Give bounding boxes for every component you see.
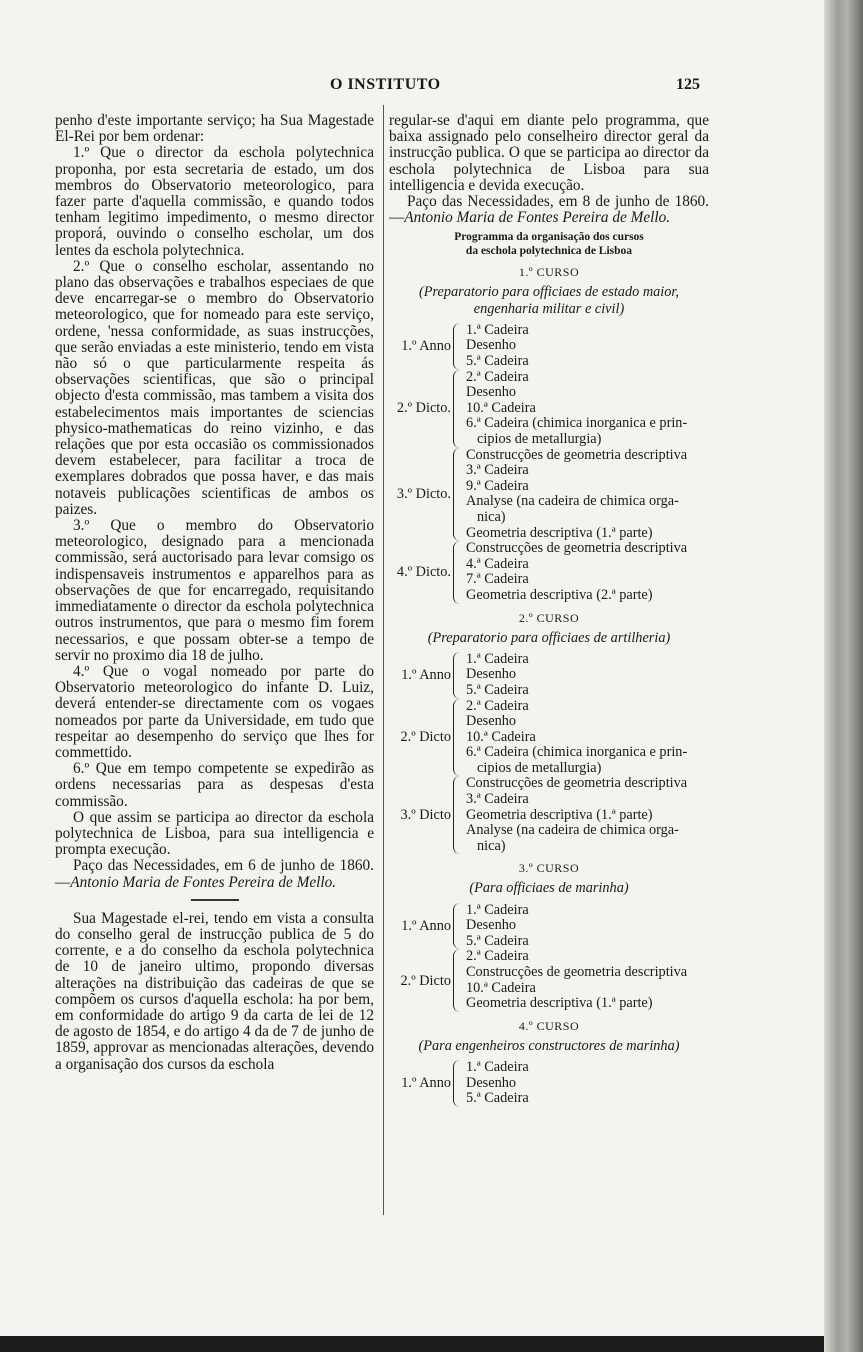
course-subtitle: (Para engenheiros constructores de marinha) (418, 1037, 680, 1054)
course-subtitle: (Preparatorio para officiaes de estado maior, engenharia militar e civil) (419, 284, 679, 317)
subject: Desenho (466, 917, 517, 934)
subject: Desenho (466, 713, 517, 730)
subject-list (466, 652, 709, 699)
subject-list (466, 541, 709, 603)
subject: Analyse (na cadeira de chimica orga- (466, 493, 679, 510)
subject: Construcções de geometria descriptiva (466, 964, 688, 981)
brace (453, 903, 464, 950)
subject: nica) (477, 837, 506, 854)
programme-title-line: Programma da organisação dos cursos (454, 231, 644, 244)
course-subtitle: (Preparatorio para officiaes de artilheria) (427, 629, 671, 646)
subject: 2.ª Cadeira (466, 697, 529, 714)
subject: Analyse (na cadeira de chimica orga- (466, 822, 679, 839)
brace (453, 323, 464, 370)
brace (453, 541, 464, 603)
course-heading: 3.º CURSO (518, 861, 580, 876)
paragraph: O que assim se participa ao director da eschola polytechnica de Lisboa, para sua intelligencia e prompta execução. (55, 808, 374, 859)
year-group (389, 370, 709, 448)
subject: 1.ª Cadeira (466, 321, 529, 338)
left-column (55, 113, 374, 1073)
year-group (389, 448, 709, 542)
subject-list (466, 448, 709, 542)
subject-list (466, 323, 709, 370)
brace (453, 1060, 464, 1107)
subject: 10.ª Cadeira (466, 979, 536, 996)
subject: nica) (477, 508, 506, 525)
year-group (389, 903, 709, 950)
subject-list (466, 699, 709, 777)
decree-paragraph: Sua Magestade el-rei, tendo em vista a consulta do conselho geral de instrucção publica de 5 do corrente, e a do conselho da eschola polytechnica de 10 de janeiro ultimo, propondo diversas alterações na distribuição das cadeiras de que se compõem os cursos d'aquella eschola: ha por bem, em conformidade do artigo 9 da carta de lei de 12 de agosto de 1854, e do artigo 4 da de 7 de junho de 1859, approvar as mencionadas alterações, devendo a organisação dos cursos da eschola (55, 909, 374, 1073)
brace (453, 776, 464, 854)
subject-list (466, 903, 709, 950)
programme-title-line: da eschola polytechnica de Lisboa (465, 245, 633, 258)
programme-title (389, 230, 709, 258)
subject: 1.ª Cadeira (466, 901, 529, 918)
year-label: 2.º Dicto (400, 729, 451, 746)
subject: 6.ª Cadeira (chimica inorganica e prin- (466, 415, 688, 432)
brace (453, 370, 464, 448)
signoff-date: Paço das Necessidades, em 8 de junho de 1860.— (389, 193, 709, 227)
subject-list (466, 1060, 709, 1107)
subject: Construcções de geometria descriptiva (466, 540, 688, 557)
subject: Desenho (466, 666, 517, 683)
brace (453, 448, 464, 542)
signoff-date: Paço das Necessidades, em 6 de junho de 1860.— (55, 857, 374, 891)
year-label: 1.º Anno (401, 917, 451, 934)
subject: 5.ª Cadeira (466, 1090, 529, 1107)
signoff-name: Antonio Maria de Fontes Pereira de Mello. (404, 209, 671, 227)
subject: 4.ª Cadeira (466, 555, 529, 572)
year-group (389, 541, 709, 603)
signoff (55, 858, 374, 890)
brace (453, 699, 464, 777)
brace (453, 652, 464, 699)
course-heading: 2.º CURSO (518, 610, 580, 625)
year-label: 2.º Dicto. (396, 400, 451, 417)
subject: 9.ª Cadeira (466, 477, 529, 494)
subject: 5.ª Cadeira (466, 932, 529, 949)
subject: cipios de metallurgia) (477, 759, 602, 776)
year-group (389, 323, 709, 370)
subject: 1.ª Cadeira (466, 1059, 529, 1075)
subject: 6.ª Cadeira (chimica inorganica e prin- (466, 744, 688, 761)
subject: 7.ª Cadeira (466, 571, 529, 588)
year-label: 3.º Dicto (400, 807, 451, 824)
paragraph: 1.º Que o director da eschola polytechnica proponha, por esta secretaria de estado, um dos membros do Observatorio meteorologico, para fazer parte d'aquella commissão, e quando todos tenham legitimo impedimento, o mesmo director proporá, ouvindo o conselho escholar, um dos lentes da eschola polytechnica. (55, 144, 374, 259)
subject-list (466, 776, 709, 854)
subject: Geometria descriptiva (1.ª parte) (466, 995, 653, 1012)
subject: cipios de metallurgia) (477, 430, 602, 447)
subject: 3.ª Cadeira (466, 791, 529, 808)
page-edge (824, 0, 863, 1352)
paragraph: 4.º Que o vogal nomeado por parte do Observatorio meteorologico do infante D. Luiz, deverá entender-se directamente com os vogaes nomeados por parte da Universidade, em tudo que respeitar ao desempenho do serviço que lhes for commettido. (55, 662, 374, 761)
year-label: 3.º Dicto. (396, 486, 451, 503)
column-divider (383, 105, 384, 1215)
subject: Construcções de geometria descriptiva (466, 446, 688, 463)
course-heading: 1.º CURSO (518, 265, 580, 280)
year-label: 1.º Anno (401, 338, 451, 355)
signoff (389, 194, 709, 226)
subject: Desenho (466, 384, 517, 401)
running-header (0, 76, 840, 98)
signoff-name: Antonio Maria de Fontes Pereira de Mello. (70, 873, 337, 891)
paragraph: 3.º Que o membro do Observatorio meteorologico, designado para a mencionada commissão, será auctorisado para levar comsigo os indispensaveis instrumentos e apparelhos para as observações de que for encarregado, requisitando immediatamente o director da eschola polytechnica outros instrumentos, que para o mesmo fim forem necessarios, e que possam obter-se a tempo de servir no proximo dia 18 de julho. (55, 517, 374, 664)
year-group (389, 776, 709, 854)
right-column (389, 113, 709, 1107)
year-label: 4.º Dicto. (396, 564, 451, 581)
paragraph: regular-se d'aqui em diante pelo programma, que baixa assignado pelo conselheiro director geral da instrucção publica. O que se participa ao director da eschola polytechnica de Lisboa para sua intelligencia e devida execução. (389, 112, 709, 194)
subject: 10.ª Cadeira (466, 728, 536, 745)
subject-list (466, 949, 709, 1011)
subject: 2.ª Cadeira (466, 368, 529, 385)
course-heading: 4.º CURSO (518, 1018, 580, 1033)
year-group (389, 1060, 709, 1107)
course-subtitle: (Para officiaes de marinha) (469, 880, 629, 897)
subject: 10.ª Cadeira (466, 399, 536, 416)
year-group (389, 949, 709, 1011)
year-label: 1.º Anno (401, 667, 451, 683)
subject: Construcções de geometria descriptiva (466, 775, 688, 792)
brace (453, 949, 464, 1011)
year-group (389, 652, 709, 699)
subject: 1.ª Cadeira (466, 650, 529, 667)
subject: Geometria descriptiva (2.ª parte) (466, 586, 653, 603)
subject: Desenho (466, 337, 517, 354)
subject-list (466, 370, 709, 448)
section-separator (191, 899, 239, 901)
page-number: 125 (676, 76, 700, 93)
journal-title: O INSTITUTO (330, 76, 441, 93)
subject: 2.ª Cadeira (466, 948, 529, 965)
paragraph: penho d'este importante serviço; ha Sua Magestade El-Rei por bem ordenar: (55, 112, 374, 146)
subject: 5.ª Cadeira (466, 681, 529, 698)
year-group (389, 699, 709, 777)
year-label: 2.º Dicto (400, 972, 451, 989)
subject: 5.ª Cadeira (466, 353, 529, 370)
subject: Geometria descriptiva (1.ª parte) (466, 524, 653, 541)
subject: Geometria descriptiva (1.ª parte) (466, 806, 653, 823)
subject: Desenho (466, 1074, 517, 1091)
paragraph: 2.º Que o conselho escholar, assentando no plano das observações e trabalhos especiaes de que deve encarregar-se o membro do Observatorio meteorologico, que for nomeado para este serviço, ordene, 'nessa conformidade, as suas instrucções, que serão enviadas a este ministerio, tendo em vista não só o que particularmente respeita ás observações scientificas, que são o principal objecto d'esta commissão, mas tambem a visita dos estabelecimentos mais importantes de sciencias physico-mathematicas do reino vizinho, e das relações que por esta occasião os commissionados devem estabelecer, para facilitar a troca de exemplares dobrados que possa haver, e das mais notaveis publicações scientificas de ambos os paizes. (55, 257, 374, 518)
subject: 3.ª Cadeira (466, 462, 529, 479)
paragraph: 6.º Que em tempo competente se expedirão as ordens necessarias para as despesas d'esta commissão. (55, 760, 374, 810)
year-label: 1.º Anno (401, 1075, 451, 1092)
